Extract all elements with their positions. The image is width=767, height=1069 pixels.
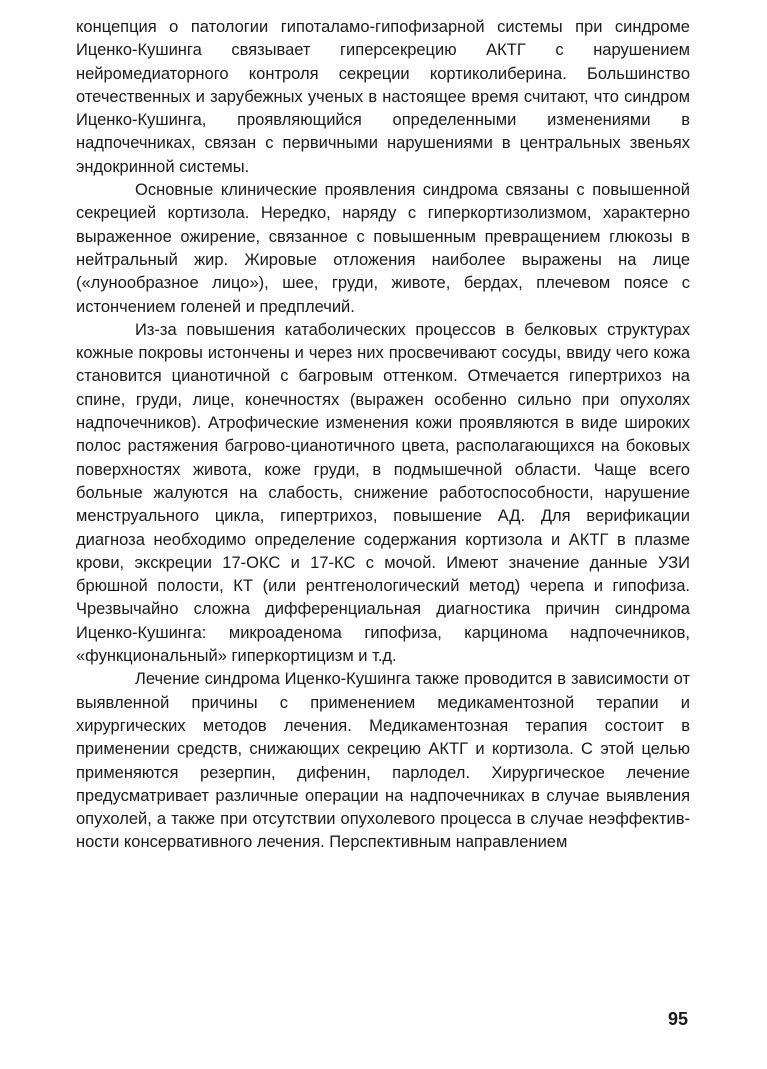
paragraph-treatment: Лечение синдрома Иценко-Кушинга также проводится в зависимости от выявленной причины с применением медикаментозной терапии и хирургических методов лечения. Медикаментозная терапия состоит в применении средств, снижающих секрецию АКТГ и кортизола. С этой целью применяются резерпин, дифенин, парлодел. Хирургическое лечение предусматривает различные операции на надпочечниках в случае выявления опухолей, а также при отсутствии опухолевого процесса в случае неэффективности консервативного лечения. Перспективным направлением <box>76 670 690 852</box>
paragraph-catabolic-processes: Из-за повышения катаболических процессов в белковых структурах кожные покровы истончены и через них просвечивают сосуды, ввиду чего кожа становится цианотичной с багровым оттенком. Отмечается гипертрихоз на спине, груди, лице, конечностях (выражен особенно сильно при опухолях надпочечников). Атрофические изменения кожи проявляются в виде широких полос растяжения багрово-цианотичного цвета, располагающихся на боковых поверхностях живота, коже груди, в подмышечной области. Чаще всего больные жалуются на слабость, снижение работоспособности, нарушение менструального цикла, гипертрихоз, повышение АД. Для верификации диагноза необходимо определение содержания кортизола и АКТГ в плазме крови, экскреции 17-ОКС и 17-КС с мочой. Имеют значение данные УЗИ брюшной полости, КТ (или рентгенологический метод) черепа и гипофиза. Чрезвычайно сложна дифференциальная диагностика причин синдрома Иценко-Кушинга: микроаденома гипофиза, карцинома надпочечников, «функциональный» гиперкортицизм и т.д. <box>76 320 690 666</box>
paragraph-clinical-manifestations: Основные клинические проявления синдрома связаны с повышенной секрецией кортизола. Нередко, наряду с гиперкортизолизмом, характерно выраженное ожирение, связанное с повышенным превращением глюкозы в нейтральный жир. Жировые отложения наиболее выражены на лице («лунообразное лицо»), шее, груди, животе, бердах, плечевом поясе с истончением голеней и предплечий. <box>76 181 690 316</box>
paragraph-continuation: концепция о патологии гипоталамо-гипофизарной системы при синдроме Иценко-Кушинга связывает гиперсекрецию АКТГ с нарушением нейромедиаторного контроля секреции кортиколиберина. Большинство отечественных и зарубежных ученых в настоящее время считают, что синдром Иценко-Кушинга, проявляющийся определенными изменениями в надпочечниках, связан с первичными нарушениями в центральных звеньях эндокринной системы. <box>76 18 690 176</box>
page-number: 95 <box>667 1009 688 1029</box>
page-body <box>76 16 690 855</box>
